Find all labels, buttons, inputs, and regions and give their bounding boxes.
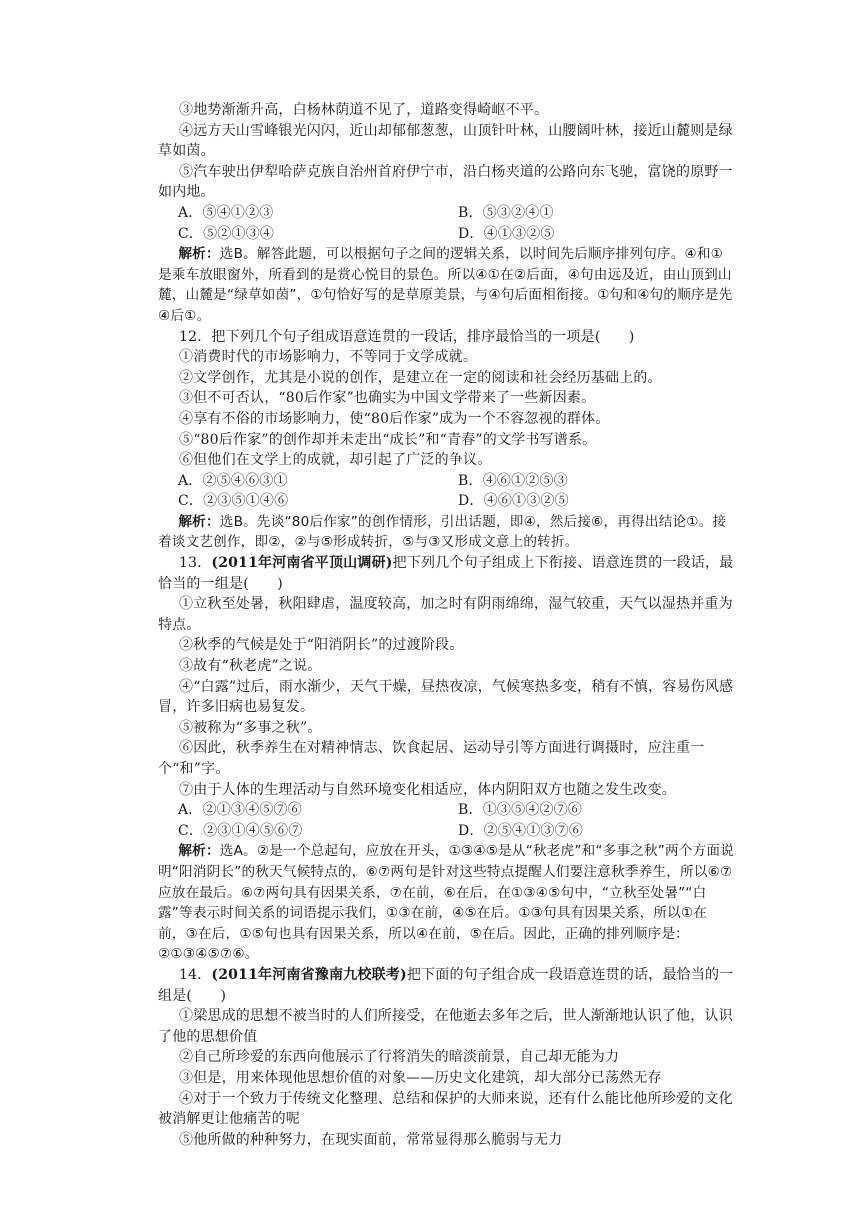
q12-option-a: A．②⑤④⑥③① (178, 472, 288, 489)
q12-analysis (158, 512, 734, 553)
q13-sentence: ④“白露”过后，雨水渐少，天气干燥，昼热夜凉，气候寒热多变，稍有不慎，容易伤风感冒，许多旧病也易复发。 (158, 678, 734, 716)
q12-stem: 12．把下列几个句子组成语意连贯的一段话，排序最恰当的一项是( ) (179, 328, 635, 345)
q12-sentence: ⑤“80后作家”的创作却并未走出“成长”和“青春”的文学书写谱系。 (179, 431, 597, 448)
q13-number: 13． (179, 555, 212, 572)
q12-sentence: ④享有不俗的市场影响力，使“80后作家”成为一个不容忽视的群体。 (179, 410, 610, 427)
q14-stem-text: 把下面的句子组合成一段语意连贯的话，最恰当的一组是( ) (158, 966, 734, 1004)
q13-sentence: ①立秋至处暑，秋阳肆虐，温度较高，加之时有阴雨绵绵，湿气较重，天气以湿热并重为特点。 (158, 596, 733, 633)
q14-source: (2011年河南省豫南九校联考) (211, 966, 407, 983)
q11-sentence-5: ⑤汽车驶出伊犁哈萨克族自治州首府伊宁市，沿白杨夹道的公路向东飞驰，富饶的原野一如内地。 (158, 163, 733, 201)
q11-sentence-4: ④远方天山雪峰银光闪闪，近山却郁郁葱葱，山顶针叶林，山腰阔叶林，接近山麓则是绿草如茵。 (158, 122, 733, 160)
q11-option-a: A．⑤④①②③ (178, 204, 274, 221)
q12-option-b: B．④⑥①②⑤③ (458, 472, 568, 489)
q11-option-c: C．⑤②①③④ (178, 225, 275, 242)
q11-analysis-text: 选B。解答此题，可以根据句子之间的逻辑关系，以时间先后顺序排列句序。④和①是乘车放眼窗外，所看到的是赏心悦目的景色。所以④①在②后面，④句由远及近，由山顶到山麓，山麓是“绿草如茵”，①句恰好写的是草原美景，与④句后面相衔接。①句和④句的顺序是先④后①。 (158, 246, 733, 324)
q11-option-b: B．⑤③②④① (458, 204, 554, 221)
q12-option-d: D．④⑥①③②⑤ (458, 493, 569, 510)
q11-analysis (158, 244, 734, 326)
q14-sentence: ③但是，用来体现他思想价值的对象——历史文化建筑，却大部分已荡然无存 (179, 1069, 662, 1086)
q13-source: (2011年河南省平顶山调研) (211, 555, 393, 572)
q14-sentence: ④对于一个致力于传统文化整理、总结和保护的大师来说，还有什么能比他所珍爱的文化被消解更让他痛苦的呢 (158, 1090, 733, 1128)
q12-sentence: ②文学创作，尤其是小说的创作，是建立在一定的阅读和社会经历基础上的。 (179, 369, 662, 386)
q14-number: 14． (179, 966, 212, 983)
q13-sentence: ⑥因此，秋季养生在对精神情志、饮食起居、运动导引等方面进行调摄时，应注重一个“和”字。 (158, 740, 705, 777)
q12-sentence: ③但不可否认，“80后作家”也确实为中国文学带来了一些新因素。 (179, 390, 596, 407)
q13-option-b: B．①③⑤④②⑦⑥ (458, 802, 583, 819)
q14-sentence: ⑤他所做的种种努力，在现实面前，常常显得那么脆弱与无力 (179, 1131, 563, 1148)
q11-analysis-label: 解析： (178, 246, 220, 263)
q12-sentence: ⑥但他们在文学上的成就，却引起了广泛的争议。 (179, 452, 492, 469)
q12-option-c: C．②③⑤①④⑥ (178, 493, 289, 510)
q14-sentence: ②自己所珍爱的东西向他展示了行将消失的暗淡前景，自己却无能为力 (179, 1049, 620, 1066)
q13-sentence: ⑦由于人体的生理活动与自然环境变化相适应，体内阴阳双方也随之发生改变。 (179, 781, 676, 798)
q11-option-d: D．④①③②⑤ (458, 225, 555, 242)
q14-sentence: ①梁思成的思想不被当时的人们所接受，在他逝去多年之后，世人渐渐地认识了他，认识了他的思想价值 (158, 1008, 733, 1045)
q11-options (158, 203, 734, 244)
q13-option-d: D．②⑤④①③⑦⑥ (458, 822, 584, 839)
q13-sentence: ⑤被称为“多事之秋”。 (179, 719, 322, 736)
q13-sentence: ③故有“秋老虎”之说。 (179, 658, 322, 675)
q13-options (158, 800, 734, 841)
q12-analysis-text: 选B。先谈“80后作家”的创作情形，引出话题，即④，然后接⑥，再得出结论①。接着谈文艺创作，即②，②与⑤形成转折，⑤与③又形成文意上的转折。 (158, 513, 727, 551)
q13-option-a: A．②①③④⑤⑦⑥ (178, 802, 302, 819)
q13-analysis (158, 841, 734, 965)
q12-options (158, 471, 734, 512)
q12-sentence: ①消费时代的市场影响力，不等同于文学成就。 (179, 349, 478, 366)
q13-stem (158, 553, 734, 594)
q13-analysis-text: 选A。②是一个总起句，应放在开头，①③④⑤是从“秋老虎”和“多事之秋”两个方面说明“阳消阴长”的秋天气候特点的，⑥⑦两句是针对这些特点提醒人们要注意秋季养生，所以⑥⑦应放在最后。⑥⑦两句具有因果关系，⑦在前，⑥在后，在①③④⑤句中，“立秋至处暑”“白露”等表示时间关系的词语提示我们，①③在前，④⑤在后。①③句具有因果关系，所以①在前，③在后，①⑤句也具有因果关系，所以④在前，⑤在后。因此，正确的排列顺序是：②①③④⑤⑦⑥。 (158, 843, 734, 963)
q12-analysis-label: 解析： (178, 513, 220, 530)
q13-option-c: C．②③①④⑤⑥⑦ (178, 822, 303, 839)
q14-stem (158, 965, 734, 1006)
q11-sentence-3: ③地势渐渐升高，白杨林荫道不见了，道路变得崎岖不平。 (179, 102, 549, 118)
q13-analysis-label: 解析： (178, 843, 220, 860)
q13-sentence: ②秋季的气候是处于“阳消阴长”的过渡阶段。 (179, 637, 464, 654)
q13-stem-text: 把下列几个句子组成上下衔接、语意连贯的一段话，最恰当的一组是( ) (158, 555, 734, 592)
